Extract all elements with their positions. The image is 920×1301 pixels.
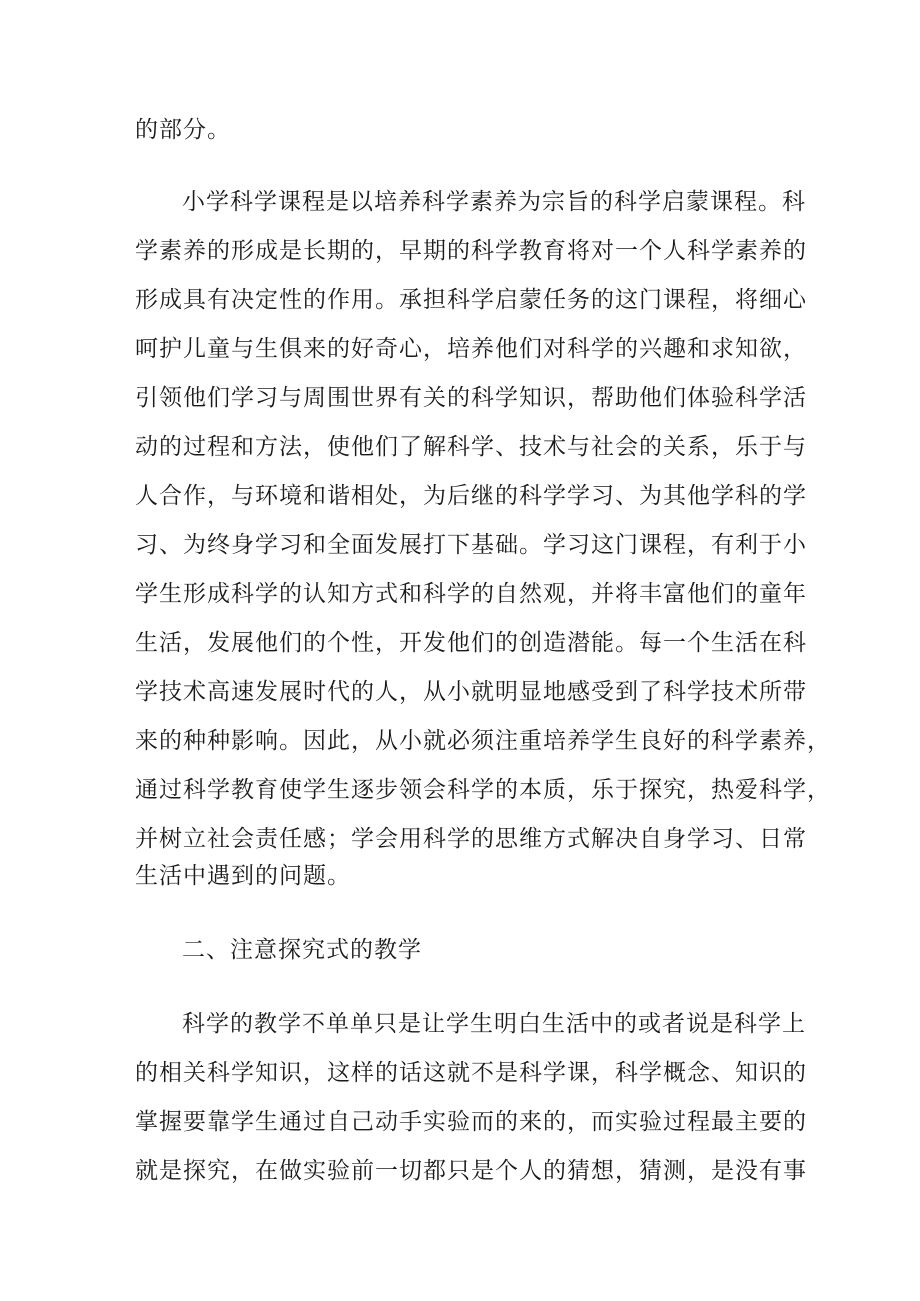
paragraph-tail-line: 的部分。 [135,117,231,143]
paragraph-line: 学生形成科学的认知方式和科学的自然观，并将丰富他们的童年 [135,581,807,607]
paragraph-line: 生活，发展他们的个性，开发他们的创造潜能。每一个生活在科 [135,630,807,656]
paragraph-line: 学技术高速发展时代的人，从小就明显地感受到了科学技术所带 [135,679,807,705]
paragraph-line: 通过科学教育使学生逐步领会科学的本质，乐于探究，热爱科学， [135,777,831,803]
paragraph-line: 来的种种影响。因此，从小就必须注重培养学生良好的科学素养， [135,728,831,754]
paragraph-line: 形成具有决定性的作用。承担科学启蒙任务的这门课程，将细心 [135,287,807,313]
paragraph-line: 引领他们学习与周围世界有关的科学知识，帮助他们体验科学活 [135,385,807,411]
paragraph-line: 小学科学课程是以培养科学素养为宗旨的科学启蒙课程。科 [182,189,806,215]
section-heading: 二、注意探究式的教学 [182,937,422,963]
paragraph-line: 动的过程和方法，使他们了解科学、技术与社会的关系，乐于与 [135,434,807,460]
paragraph-tail-line: 生活中遇到的问题。 [135,863,351,889]
paragraph-line: 掌握要靠学生通过自己动手实验而的来的，而实验过程最主要的 [135,1109,807,1135]
paragraph-line: 呵护儿童与生俱来的好奇心，培养他们对科学的兴趣和求知欲， [135,336,807,362]
paragraph-line: 的相关科学知识，这样的话这就不是科学课，科学概念、知识的 [135,1060,807,1086]
paragraph-line: 习、为终身学习和全面发展打下基础。学习这门课程，有利于小 [135,532,807,558]
paragraph-line: 就是探究，在做实验前一切都只是个人的猜想，猜测，是没有事 [135,1158,807,1184]
paragraph-line: 人合作，与环境和谐相处，为后继的科学学习、为其他学科的学 [135,483,807,509]
paragraph-line: 学素养的形成是长期的，早期的科学教育将对一个人科学素养的 [135,238,807,264]
paragraph-line: 科学的教学不单单只是让学生明白生活中的或者说是科学上 [182,1011,806,1037]
paragraph-line: 并树立社会责任感；学会用科学的思维方式解决自身学习、日常 [135,826,807,852]
